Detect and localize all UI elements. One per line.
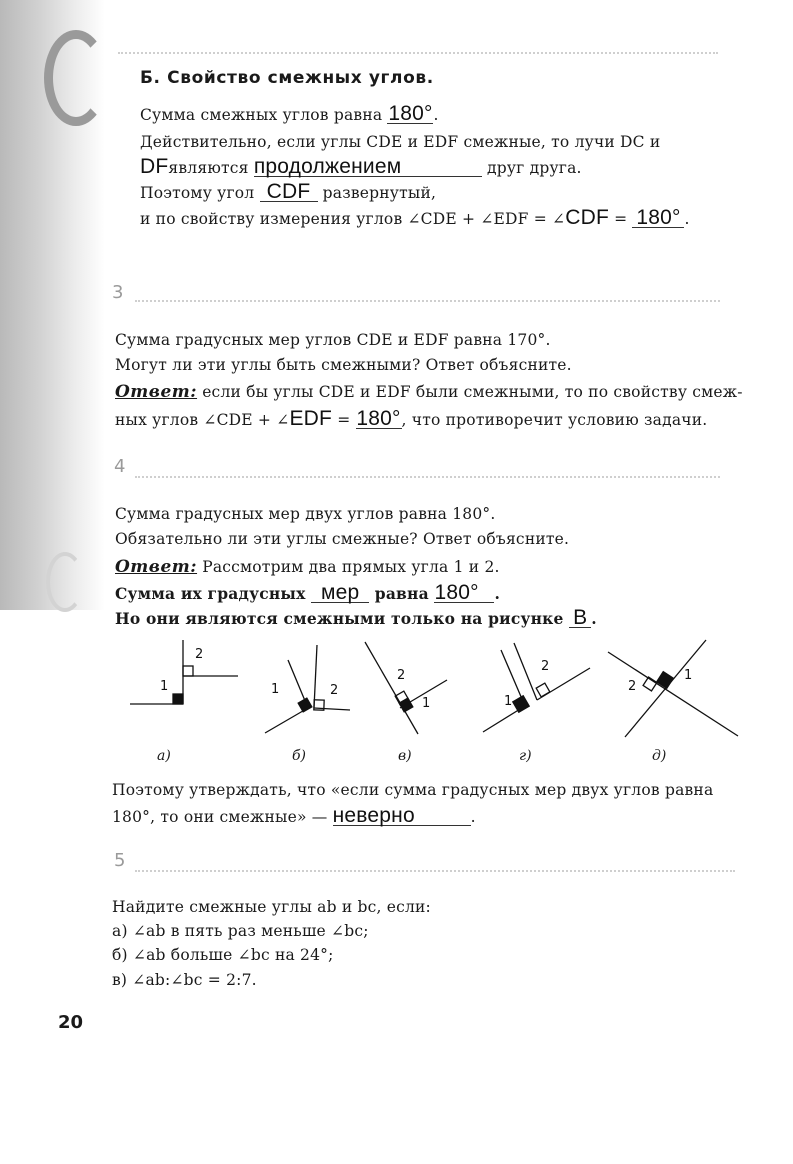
section-heading: Б. Свойство смежных углов. <box>140 68 434 88</box>
problem3-question-2: Могут ли эти углы быть смежными? Ответ объясните. <box>115 356 572 374</box>
answer-label: Ответ: <box>115 557 198 577</box>
handwritten-answer[interactable]: DF <box>140 155 169 178</box>
angle-label: 1 <box>422 696 431 711</box>
page-number: 20 <box>58 1012 84 1033</box>
handwritten-answer[interactable]: CDF <box>260 182 318 202</box>
angle-label: 1 <box>684 668 693 683</box>
angle-label: 2 <box>541 659 550 674</box>
handwritten-answer[interactable]: неверно <box>333 806 471 826</box>
handwritten-answer[interactable]: В <box>569 608 591 628</box>
section-line-1: Сумма смежных углов равна 180°. <box>140 102 439 125</box>
problem3-answer-2: ных углов ∠CDE + ∠EDF = 180°, что противоречит условию задачи. <box>115 407 708 430</box>
problem4-answer-2: Сумма их градусных мер равна 180° . <box>115 581 501 604</box>
angle-label: 2 <box>330 683 339 698</box>
problem3-answer-1: Ответ: если бы углы CDE и EDF были смежными, то по свойству смеж- <box>115 382 743 402</box>
figure-caption: г) <box>519 748 532 764</box>
problem4-answer-1: Ответ: Рассмотрим два прямых угла 1 и 2. <box>115 557 500 577</box>
handwritten-answer[interactable]: мер <box>311 583 369 603</box>
problem4-conclusion-1: Поэтому утверждать, что «если сумма градусных мер двух углов равна <box>112 781 714 799</box>
handwritten-answer[interactable]: продолжением <box>254 157 482 177</box>
section-line-3: DFявляются продолжением друг друга. <box>140 155 582 178</box>
section-line-4: Поэтому угол CDF развернутый, <box>140 180 437 203</box>
problem5-part-c: в) ∠ab:∠bc = 2:7. <box>112 971 257 989</box>
problem-number: 3 <box>112 282 124 303</box>
section-line-2: Действительно, если углы CDE и EDF смежные, то лучи DC и <box>140 133 661 151</box>
handwritten-answer[interactable]: 180° <box>356 407 401 430</box>
problem5-part-a: а) ∠ab в пять раз меньше ∠bc; <box>112 922 369 940</box>
figure-caption: д) <box>652 748 667 764</box>
angle-label: 2 <box>195 647 204 662</box>
handwritten-answer[interactable]: 180° <box>632 208 684 228</box>
problem5-part-b: б) ∠ab больше ∠bc на 24°; <box>112 946 334 964</box>
problem3-question-1: Сумма градусных мер углов CDE и EDF равна 170°. <box>115 331 551 349</box>
handwritten-answer[interactable]: EDF <box>289 407 333 430</box>
problem5-question: Найдите смежные углы ab и bc, если: <box>112 898 431 916</box>
angle-label: 1 <box>271 682 280 697</box>
angle-labels <box>160 647 692 711</box>
angle-label: 2 <box>397 668 406 683</box>
angle-label: 2 <box>628 679 637 694</box>
figure-caption: б) <box>292 748 307 764</box>
problem4-question-1: Сумма градусных мер двух углов равна 180°. <box>115 505 496 523</box>
figure-caption: а) <box>157 748 171 764</box>
angle-label: 1 <box>504 694 513 709</box>
angle-label: 1 <box>160 679 169 694</box>
problem-number: 5 <box>114 850 126 871</box>
handwritten-answer[interactable]: 180° <box>388 102 433 125</box>
figure-caption: в) <box>398 748 412 764</box>
answer-label: Ответ: <box>115 382 198 402</box>
handwritten-answer[interactable]: CDF <box>565 206 610 229</box>
figure-g <box>483 643 590 732</box>
problem4-answer-3: Но они являются смежными только на рисунке В . <box>115 606 597 629</box>
problem-number: 4 <box>114 456 126 477</box>
problem4-conclusion-2: 180°, то они смежные» — неверно . <box>112 804 476 827</box>
problem4-question-2: Обязательно ли эти углы смежные? Ответ объясните. <box>115 530 570 548</box>
handwritten-answer[interactable]: 180° <box>434 583 494 603</box>
figure-v <box>365 642 447 734</box>
dotted-rule <box>135 870 735 872</box>
section-line-5: и по свойству измерения углов ∠CDE + ∠EDF = ∠CDF = 180° . <box>140 206 690 229</box>
figure-a <box>130 640 238 704</box>
